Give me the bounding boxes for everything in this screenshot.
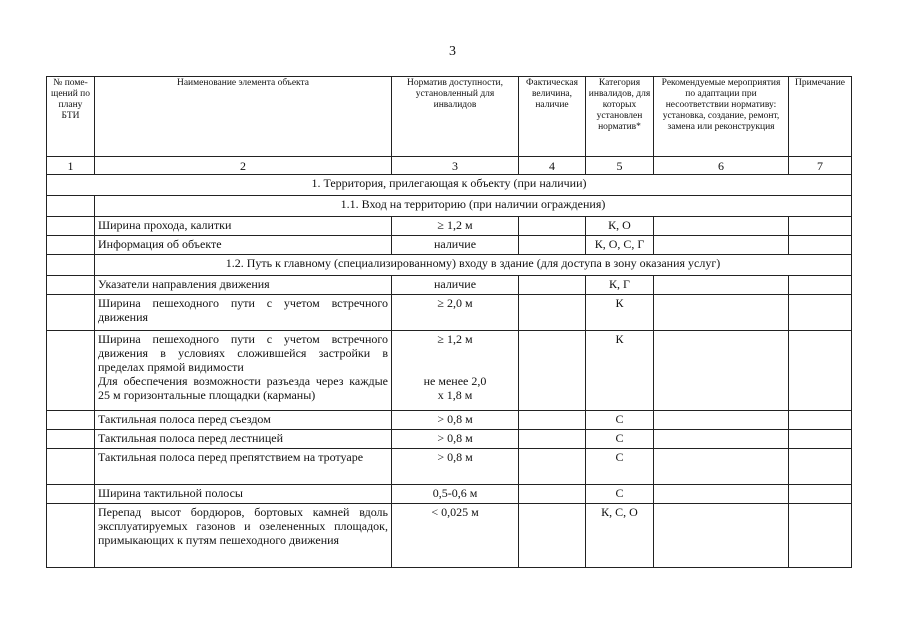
norm-cell: ≥ 1,2 м [392,217,519,236]
element-name-part: Для обеспечения возможности разъезда через каждые 25 м горизонтальные площадки (карманы) [98,374,388,402]
element-name-cell: Ширина пешеходного пути с учетом встречного движения [95,295,392,331]
subsection-title: 1.1. Вход на территорию (при наличии ограждения) [95,196,852,217]
actual-value-cell [519,295,586,331]
element-name-cell: Ширина прохода, калитки [95,217,392,236]
norm-cell [392,331,519,411]
accessibility-table [46,76,852,568]
element-name-cell: Тактильная полоса перед лестницей [95,430,392,449]
section-title: 1. Территория, прилегающая к объекту (при наличии) [47,175,852,196]
element-name-cell: Ширина тактильной полосы [95,485,392,504]
page-number: 3 [449,44,456,59]
room-number-cell [47,295,95,331]
measures-cell [654,430,789,449]
note-cell [789,217,852,236]
table-row [47,485,852,504]
note-cell [789,449,852,485]
measures-cell [654,504,789,568]
element-name-cell [95,331,392,411]
room-number-cell [47,331,95,411]
table-row [47,217,852,236]
header-norm: Норматив доступности, установленный для инвалидов [392,77,519,157]
column-number: 7 [789,157,852,175]
note-cell [789,504,852,568]
room-number-cell [47,449,95,485]
table-row [47,504,852,568]
empty-cell [47,255,95,276]
note-cell [789,411,852,430]
measures-cell [654,236,789,255]
measures-cell [654,411,789,430]
header-room-number: № поме-щений по плану БТИ [47,77,95,157]
category-cell: С [586,485,654,504]
measures-cell [654,276,789,295]
category-cell: С [586,449,654,485]
column-number: 1 [47,157,95,175]
category-cell: К [586,295,654,331]
measures-cell [654,331,789,411]
element-name-cell: Информация об объекте [95,236,392,255]
measures-cell [654,295,789,331]
actual-value-cell [519,430,586,449]
header-element-name: Наименование элемента объекта [95,77,392,157]
column-number: 2 [95,157,392,175]
norm-cell: наличие [392,236,519,255]
actual-value-cell [519,236,586,255]
category-cell: К, Г [586,276,654,295]
category-cell: С [586,411,654,430]
table-row [47,236,852,255]
norm-cell: ≥ 2,0 м [392,295,519,331]
category-cell: К, С, О [586,504,654,568]
norm-part: ≥ 1,2 м [437,332,473,346]
norm-cell: наличие [392,276,519,295]
element-name-cell: Тактильная полоса перед препятствием на тротуаре [95,449,392,485]
note-cell [789,485,852,504]
note-cell [789,430,852,449]
table-row [47,430,852,449]
subsection-title: 1.2. Путь к главному (специализированному) входу в здание (для доступа в зону оказания услуг) [95,255,852,276]
actual-value-cell [519,331,586,411]
category-cell: К, О, С, Г [586,236,654,255]
actual-value-cell [519,411,586,430]
column-number: 6 [654,157,789,175]
header-actual-value: Фактическая величина, наличие [519,77,586,157]
note-cell [789,295,852,331]
measures-cell [654,449,789,485]
note-cell [789,236,852,255]
norm-cell: < 0,025 м [392,504,519,568]
measures-cell [654,217,789,236]
element-name-cell: Перепад высот бордюров, бортовых камней вдоль эксплуатируемых газонов и озелененных площадок, примыкающих к путям пешеходного движения [95,504,392,568]
actual-value-cell [519,276,586,295]
table-row [47,276,852,295]
measures-cell [654,485,789,504]
room-number-cell [47,430,95,449]
column-number: 3 [392,157,519,175]
actual-value-cell [519,217,586,236]
category-cell: С [586,430,654,449]
norm-cell: > 0,8 м [392,449,519,485]
element-name-cell: Тактильная полоса перед съездом [95,411,392,430]
table-row [47,411,852,430]
category-cell: К [586,331,654,411]
section-row [47,175,852,196]
element-name-cell: Указатели направления движения [95,276,392,295]
room-number-cell [47,276,95,295]
actual-value-cell [519,485,586,504]
room-number-cell [47,411,95,430]
subsection-row [47,255,852,276]
actual-value-cell [519,449,586,485]
room-number-cell [47,485,95,504]
table-row [47,449,852,485]
norm-part: не менее 2,0 х 1,8 м [423,374,487,402]
norm-cell: 0,5-0,6 м [392,485,519,504]
room-number-cell [47,217,95,236]
header-disability-category: Категория инвалидов, для которых установлен норматив* [586,77,654,157]
table-row [47,295,852,331]
norm-cell: > 0,8 м [392,411,519,430]
column-number: 4 [519,157,586,175]
actual-value-cell [519,504,586,568]
norm-cell: > 0,8 м [392,430,519,449]
column-number: 5 [586,157,654,175]
column-number-row [47,157,852,175]
subsection-row [47,196,852,217]
room-number-cell [47,504,95,568]
header-recommended-measures: Рекомендуемые мероприятия по адаптации при несоответствии нормативу: установка, создание, ремонт, замена или реконструкция [654,77,789,157]
table-row [47,331,852,411]
element-name-part: Ширина пешеходного пути с учетом встречного движения в условиях сложившейся застройки в пределах прямой видимости [98,332,388,374]
category-cell: К, О [586,217,654,236]
note-cell [789,276,852,295]
header-row [47,77,852,157]
note-cell [789,331,852,411]
room-number-cell [47,236,95,255]
empty-cell [47,196,95,217]
header-note: Примечание [789,77,852,157]
